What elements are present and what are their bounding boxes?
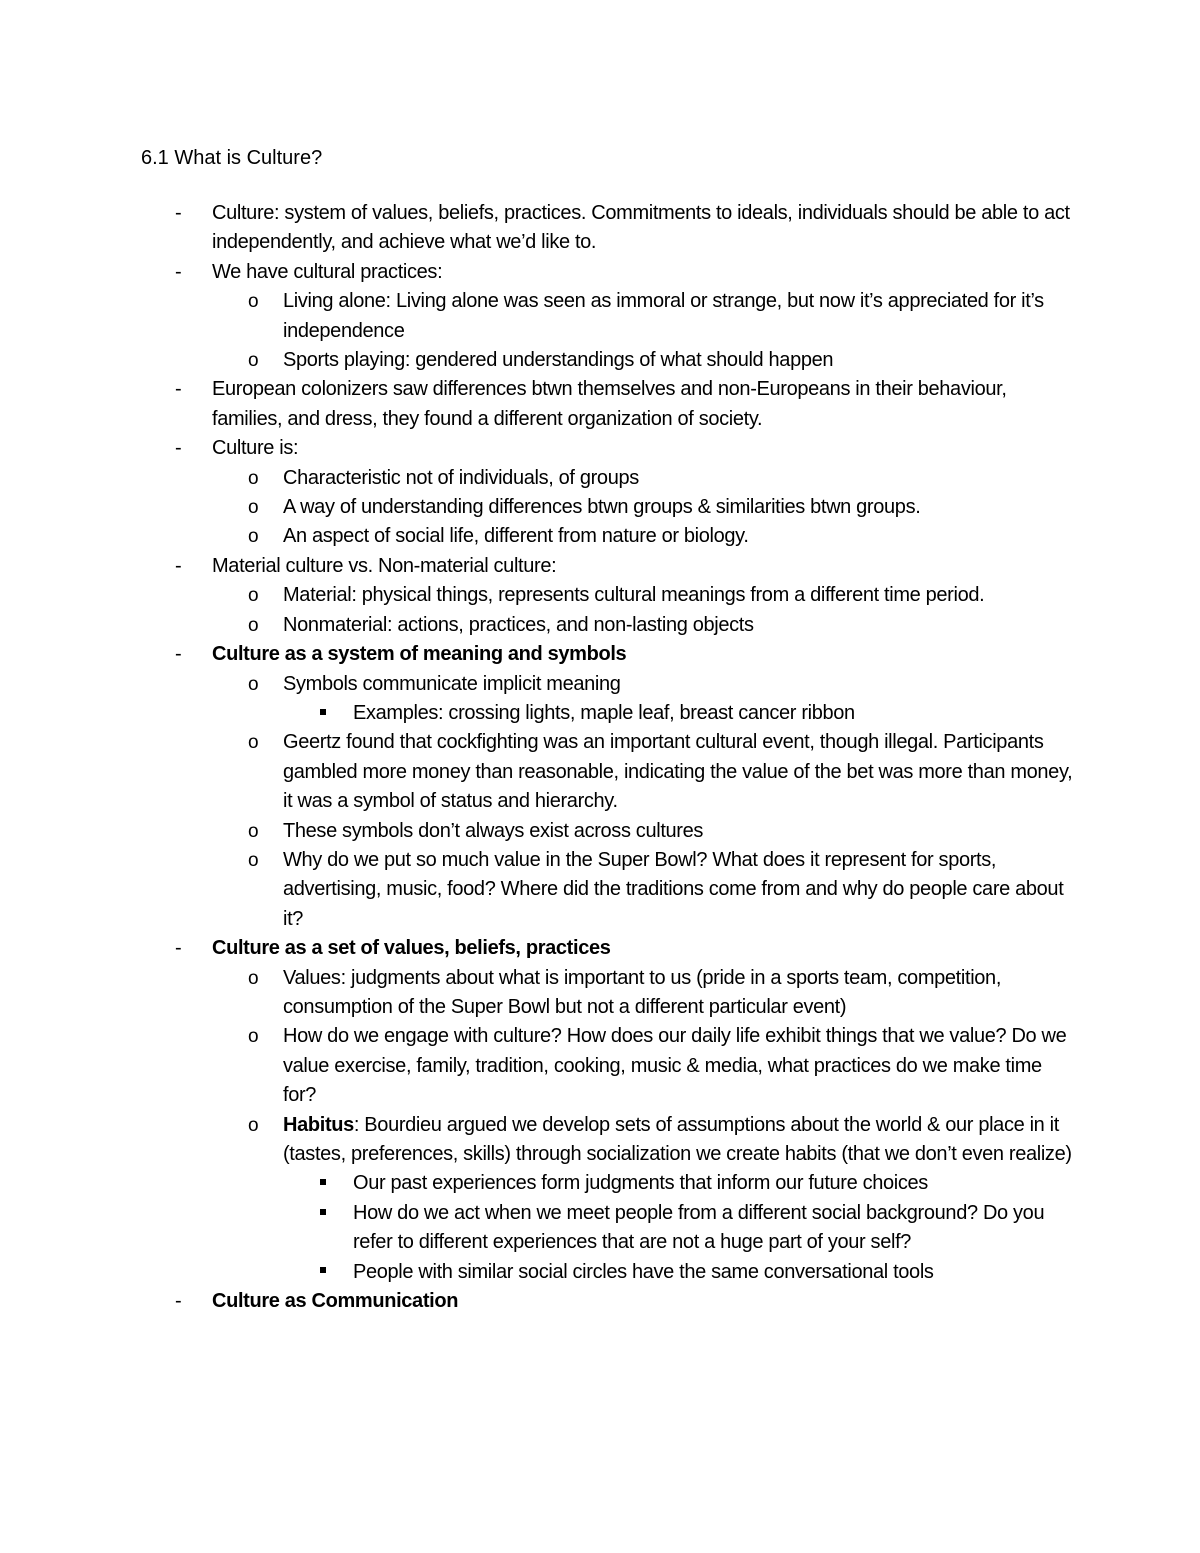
circle-bullet: o	[248, 673, 259, 695]
circle-bullet: o	[248, 585, 259, 607]
square-bullet-icon	[320, 1258, 326, 1287]
item-text: How do we act when we meet people from a different social background? Do you refer to different experiences that are not a huge part of your self?	[353, 1201, 1045, 1254]
item-text: European colonizers saw differences btwn themselves and non-Europeans in their behaviour, families, and dress, they found a different organization of society.	[212, 378, 1007, 430]
item-text: How do we engage with culture? How does our daily life exhibit things that we value? Do we value exercise, family, tradition, cooking, music & media, what practices do we make time for?	[283, 1025, 1067, 1107]
circle-bullet: o	[248, 467, 259, 489]
item-text: We have cultural practices:	[212, 260, 443, 283]
item-text: Culture: system of values, beliefs, practices. Commitments to ideals, individuals should be able to act independently, and achieve what we’d like to.	[212, 202, 1070, 254]
list-item-level-2	[248, 1111, 1073, 1170]
circle-bullet: o	[248, 497, 259, 519]
square-bullet-icon	[320, 1199, 326, 1228]
item-text: Nonmaterial: actions, practices, and non-lasting objects	[283, 613, 754, 636]
square-bullet-icon	[320, 1169, 326, 1198]
dash-bullet: -	[175, 437, 182, 460]
dash-bullet: -	[175, 1290, 182, 1313]
item-text: These symbols don’t always exist across cultures	[283, 819, 704, 842]
list-item-level-1	[175, 375, 1074, 434]
list-item-level-2	[248, 464, 1073, 493]
list-item-level-2	[248, 728, 1073, 816]
circle-bullet: o	[248, 1114, 259, 1136]
dash-bullet: -	[175, 937, 182, 960]
circle-bullet: o	[248, 820, 259, 842]
item-text: Examples: crossing lights, maple leaf, breast cancer ribbon	[353, 701, 855, 724]
item-text: Values: judgments about what is important to us (pride in a sports team, competition, consumption of the Super Bowl but not a different particular event)	[283, 966, 1002, 1018]
item-text: Culture as a set of values, beliefs, practices	[212, 937, 611, 960]
item-text: A way of understanding differences btwn groups & similarities btwn groups.	[283, 496, 921, 519]
item-text: : Bourdieu argued we develop sets of assumptions about the world & our place in it (tastes, preferences, skills) through socialization we create habits (that we don’t even realize)	[283, 1113, 1072, 1165]
item-text: Sports playing: gendered understandings of what should happen	[283, 349, 834, 372]
list-item-level-1	[175, 640, 1074, 669]
circle-bullet: o	[248, 526, 259, 548]
item-text: Material: physical things, represents cultural meanings from a different time period.	[283, 584, 985, 607]
list-item-level-3	[353, 1169, 1073, 1198]
item-text: Culture as a system of meaning and symbols	[212, 643, 627, 666]
circle-bullet: o	[248, 849, 259, 871]
list-item-level-2	[248, 287, 1073, 346]
item-text: People with similar social circles have the same conversational tools	[353, 1260, 934, 1283]
item-text: An aspect of social life, different from nature or biology.	[283, 525, 749, 548]
dash-bullet: -	[175, 554, 182, 577]
item-text: Characteristic not of individuals, of groups	[283, 466, 639, 489]
list-item-level-2	[248, 846, 1073, 934]
list-item-level-1	[175, 199, 1074, 258]
list-item-level-3	[353, 699, 1073, 728]
item-text: Living alone: Living alone was seen as immoral or strange, but now it’s appreciated for it’s independence	[283, 290, 1044, 342]
circle-bullet: o	[248, 732, 259, 754]
bullet-list	[0, 199, 1200, 1316]
item-text: Geertz found that cockfighting was an important cultural event, though illegal. Participants gambled more money than reasonable, indicating the value of the bet was more than money, it was a symbol of status and hierarchy.	[283, 731, 1073, 813]
circle-bullet: o	[248, 291, 259, 313]
circle-bullet: o	[248, 1026, 259, 1048]
item-text: Why do we put so much value in the Super Bowl? What does it represent for sports, advertising, music, food? Where did the traditions come from and why do people care about it?	[283, 848, 1064, 930]
list-item-level-1	[175, 1287, 1074, 1316]
list-item-level-1	[175, 552, 1074, 581]
list-item-level-2	[248, 670, 1073, 699]
dash-bullet: -	[175, 202, 182, 224]
circle-bullet: o	[248, 614, 259, 636]
square-bullet-icon	[320, 699, 326, 728]
list-item-level-1	[175, 934, 1074, 963]
item-text: Culture as Communication	[212, 1290, 459, 1313]
dash-bullet: -	[175, 378, 182, 401]
list-item-level-3	[353, 1258, 1073, 1287]
list-item-level-2	[248, 522, 1073, 551]
list-item-level-2	[248, 611, 1073, 640]
section-heading: 6.1 What is Culture?	[141, 147, 323, 169]
list-item-level-2	[248, 1022, 1073, 1110]
list-item-level-2	[248, 964, 1073, 1023]
dash-bullet: -	[175, 643, 182, 666]
list-item-level-2	[248, 346, 1073, 375]
dash-bullet: -	[175, 260, 182, 283]
list-item-level-2	[248, 493, 1073, 522]
list-item-level-3	[353, 1199, 1073, 1258]
list-item-level-2	[248, 581, 1073, 610]
item-text: Our past experiences form judgments that inform our future choices	[353, 1172, 928, 1195]
list-item-level-1	[175, 258, 1074, 287]
item-text: Culture is:	[212, 437, 299, 460]
item-text: Material culture vs. Non-material culture:	[212, 554, 557, 577]
list-item-level-2	[248, 817, 1073, 846]
circle-bullet: o	[248, 350, 259, 372]
list-item-level-1	[175, 434, 1074, 463]
circle-bullet: o	[248, 967, 259, 989]
item-text: Symbols communicate implicit meaning	[283, 672, 621, 695]
item-lead-term: Habitus	[283, 1113, 354, 1136]
